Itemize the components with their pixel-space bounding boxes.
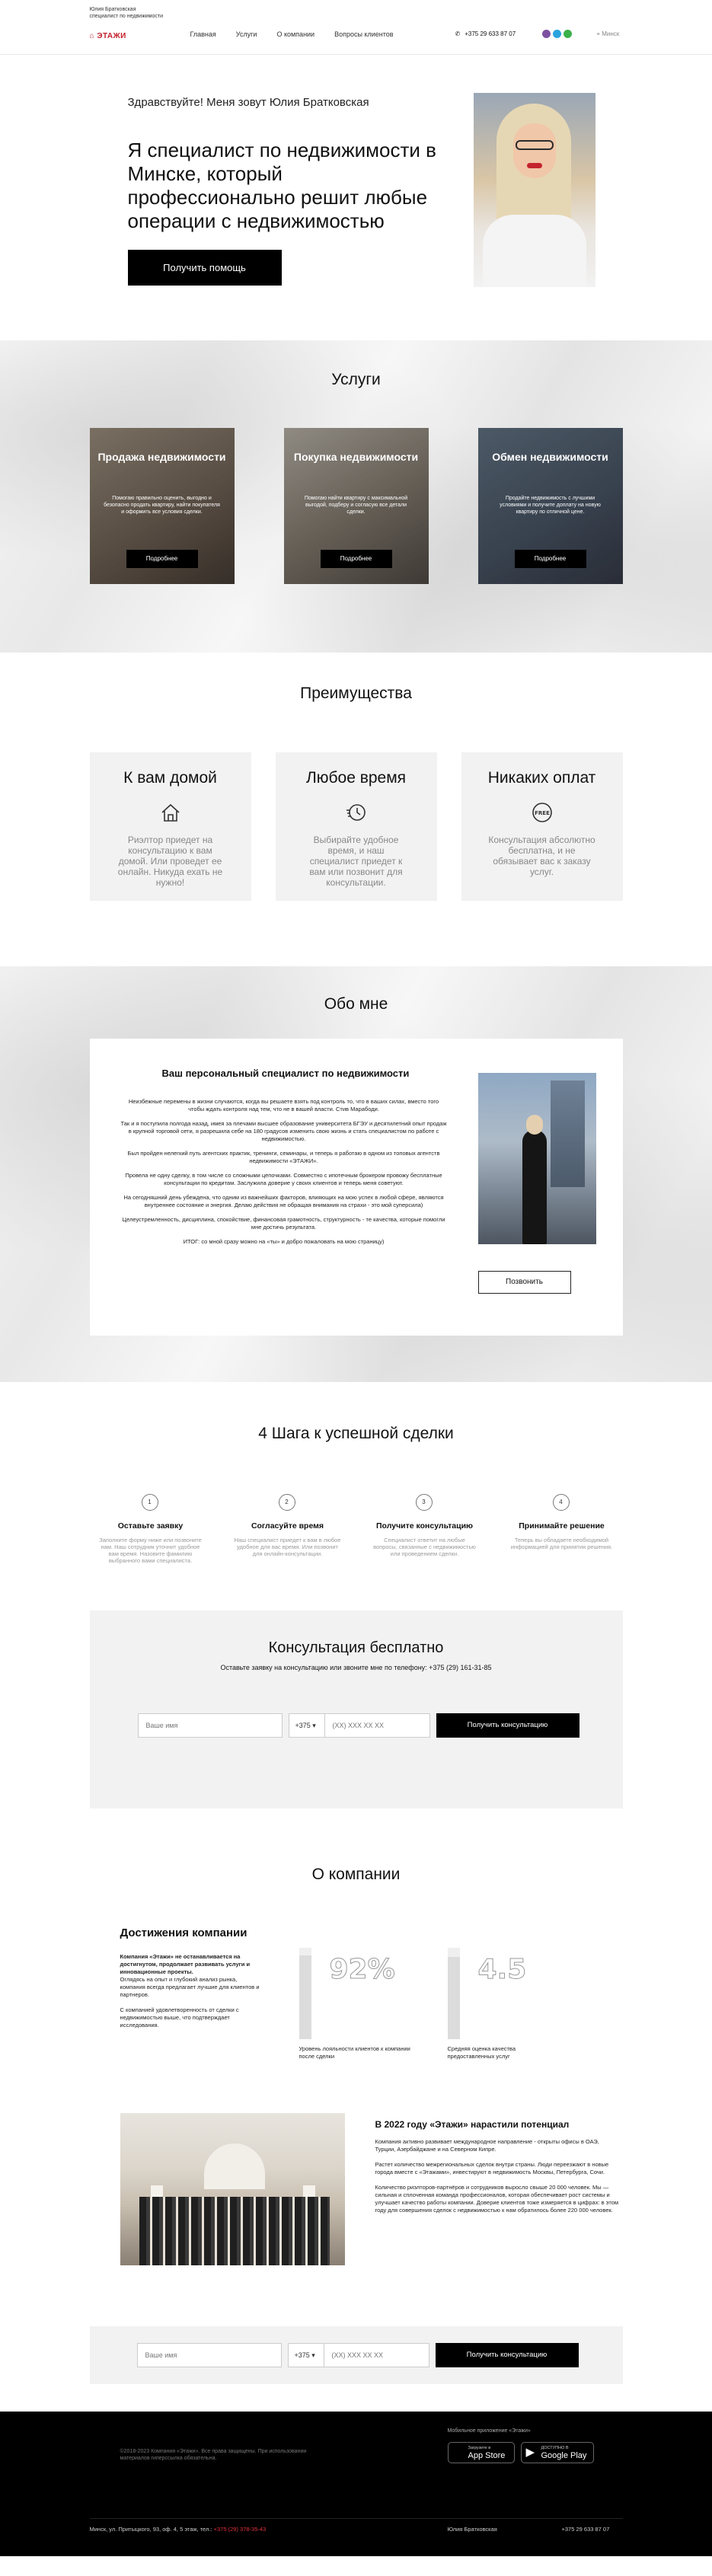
step-number: 4 xyxy=(553,1494,570,1511)
logo[interactable] xyxy=(90,32,126,40)
nav-company[interactable]: О компании xyxy=(276,30,315,38)
footer-divider xyxy=(90,2518,623,2519)
about-heading: Ваш персональный специалист по недвижимости xyxy=(161,1068,410,1079)
stat-bar-fill xyxy=(448,1957,460,2039)
nav-faq[interactable]: Вопросы клиентов xyxy=(334,30,394,38)
team-photo xyxy=(120,2113,345,2265)
country-code-select[interactable] xyxy=(288,2343,324,2367)
main-nav xyxy=(190,30,394,38)
about-paragraph: Так и я поступила полгода назад, имея за плечами высшее образование университета БГЭУ и десятилетний опыт продаж в крупной торговой сети, я разрешила себе на 180 градусов изменить свою жизнь и стать специалистом по работе с недвижимостью. xyxy=(120,1120,447,1142)
stat-bar-fill xyxy=(299,1955,311,2039)
footer-name: Юлия Братковская xyxy=(447,2526,497,2533)
service-card-purchase[interactable] xyxy=(284,428,429,584)
badge-top: ДОСТУПНО В xyxy=(541,2446,569,2450)
about-paragraph: Провела не одну сделку, в том числе со сложными цепочками. Совместно с ипотечным брокером провожу бесплатные консультации по кредитам. Заслужила доверие у своих клиентов и теперь меня советуют. xyxy=(125,1172,442,1186)
step-number: 2 xyxy=(279,1494,295,1511)
step-desc: Заполните форму ниже или позвоните нам. Наш сотрудник уточнит удобное вам время. Назовите фамилию выбранного вами специалиста. xyxy=(99,1537,202,1564)
footer-phone[interactable]: +375 29 633 87 07 xyxy=(561,2526,610,2533)
location-pin-icon: ⌖ xyxy=(596,30,602,37)
site-header xyxy=(0,0,712,55)
stat-rating xyxy=(447,1948,577,2060)
about-paragraph: ИТОГ: со мной сразу можно на «ты» и добро пожаловать на мою страницу) xyxy=(183,1238,385,1245)
badge-top: Загрузите в xyxy=(468,2446,491,2450)
phone-input[interactable] xyxy=(325,1713,430,1738)
step-item xyxy=(501,1494,623,1578)
name-input[interactable] xyxy=(138,1713,283,1738)
name-input[interactable] xyxy=(137,2343,282,2367)
hero-section xyxy=(0,55,712,340)
advantage-desc: Выбирайте удобное время, и наш специалист приедет к вам или позвонит для консультации. xyxy=(309,835,403,888)
step-desc: Теперь вы обладаете необходимой информацией для принятия решения. xyxy=(510,1537,613,1550)
viber-icon[interactable] xyxy=(542,30,551,38)
about-section xyxy=(0,966,712,1382)
year-title: В 2022 году «Этажи» нарастили потенциал xyxy=(375,2119,570,2130)
step-item xyxy=(90,1494,212,1578)
stat-value: 4.5 xyxy=(477,1954,527,1985)
service-card-desc: Помогаю правильно оценить, выгодно и безопасно продать квартиру, найти покупателя и оформить все условия сделки. xyxy=(104,496,220,515)
stat-value: 92% xyxy=(329,1954,395,1985)
service-card-title: Обмен недвижимости xyxy=(492,451,608,463)
step-title: Получите консультацию xyxy=(376,1521,473,1531)
advantage-card-home xyxy=(90,752,251,901)
footer-address xyxy=(90,2526,267,2533)
year-paragraph: Растет количество межрегиональных сделок внутри страны. Люди переезжают в новые города вместе с «Этажами», инвестируют в недвижимость Москвы, Петербурга, Сочи. xyxy=(375,2161,609,2175)
step-item xyxy=(227,1494,349,1578)
advantages-section xyxy=(0,653,712,966)
nav-home[interactable]: Главная xyxy=(190,30,216,38)
achievements-title: Достижения компании xyxy=(120,1926,247,1939)
clock-icon xyxy=(345,801,368,824)
address-text: Минск, ул. Притыцкого, 93, оф. 4, 5 этаж, тел.: xyxy=(89,2526,212,2533)
service-details-button[interactable]: Подробнее xyxy=(321,550,392,568)
service-card-desc: Продайте недвижимость с лучшими условиями и получите доплату на новую квартиру по отличной цене. xyxy=(500,496,601,515)
hero-greeting: Здравствуйте! Меня зовут Юлия Братковская xyxy=(127,96,369,109)
service-card-sale[interactable] xyxy=(90,428,235,584)
apps-title: Мобильное приложение «Этажи» xyxy=(447,2428,531,2434)
header-city[interactable] xyxy=(597,30,620,38)
header-tagline: Юлия Братковская специалист по недвижимости xyxy=(89,7,164,19)
step-number: 1 xyxy=(142,1494,158,1511)
social-links xyxy=(542,30,572,38)
about-paragraph: Неизбежные перемены в жизни случаются, когда вы решаете взять под контроль то, что в ваших силах, вместо того чтобы ждать контроля над тем, что не в вашей власти. Стив Марабоди. xyxy=(128,1098,439,1112)
call-button[interactable]: Позвонить xyxy=(478,1271,571,1294)
address-phone-link[interactable]: +375 (29) 378-35-43 xyxy=(213,2526,267,2533)
header-city-text: Минск xyxy=(602,30,620,37)
get-consultation-button[interactable]: Получить консультацию xyxy=(436,1713,579,1738)
bottom-form-section xyxy=(0,2326,712,2412)
achievements-paragraph: С компанией удовлетворенность от сделки с недвижимостью выше, что подтверждает исследования. xyxy=(120,2006,239,2029)
badge-name: Google Play xyxy=(541,2451,587,2460)
steps-section xyxy=(0,1382,712,1610)
bottom-form-box xyxy=(90,2326,623,2384)
logo-mark-icon: ⌂ xyxy=(89,32,97,40)
step-desc: Специалист ответит на любые вопросы, связанные с недвижимостью или проведением сделки. xyxy=(373,1537,476,1557)
consultation-title: Консультация бесплатно xyxy=(268,1639,444,1656)
about-photo xyxy=(478,1073,596,1244)
year-paragraph: Количество риэлторов-партнёров и сотрудников выросло свыше 20 000 человек. Мы — сильная и сплоченная команда профессионалов, которая обеспечивает рост системы и улучшает качество работы компании. Доверие клиентов тоже измеряется в цифрах: в этом году для совершения сделок с недвижимостью к нам обратилось более 220 000 человек. xyxy=(375,2184,619,2214)
house-icon xyxy=(159,801,182,824)
consultation-form xyxy=(138,1713,579,1738)
telegram-icon[interactable] xyxy=(553,30,561,38)
get-consultation-button[interactable]: Получить консультацию xyxy=(436,2343,579,2367)
footer-copyright: ©2018-2023 Компания «Этажи». Все права защищены. При использовании материалов гиперссылка обязательна. xyxy=(120,2449,307,2461)
year-paragraph: Компания активно развивает международное направление - открыты офисы в ОАЭ, Турции, Азербайджане и на Северном Кипре. xyxy=(375,2138,599,2153)
service-card-exchange[interactable] xyxy=(478,428,623,584)
about-title: Обо мне xyxy=(324,995,388,1013)
logo-text: ЭТАЖИ xyxy=(97,32,126,40)
advantage-title: Никаких оплат xyxy=(487,769,596,787)
services-section xyxy=(0,340,712,653)
steps-title: 4 Шага к успешной сделки xyxy=(258,1425,454,1442)
stat-label: Средняя оценка качества предоставленных услуг xyxy=(447,2045,516,2060)
google-play-icon: ▶ xyxy=(525,2446,535,2459)
phone-input[interactable] xyxy=(324,2343,429,2367)
bottom-consultation-form xyxy=(137,2343,579,2367)
chevron-down-icon: ▾ xyxy=(311,2351,315,2359)
stat-bar xyxy=(448,1948,460,2039)
phone-icon: ✆ xyxy=(455,30,461,37)
badge-name: App Store xyxy=(468,2451,506,2460)
whatsapp-icon[interactable] xyxy=(564,30,572,38)
advantages-title: Преимущества xyxy=(300,685,412,702)
service-card-desc: Помогаю найти квартиру с максимальной выгодой, подберу и согласую все детали сделки. xyxy=(304,496,408,515)
achievements-text xyxy=(120,1953,261,2037)
specialist-portrait xyxy=(474,93,595,287)
step-title: Согласуйте время xyxy=(251,1521,324,1531)
service-card-title: Продажа недвижимости xyxy=(97,451,226,463)
step-item xyxy=(364,1494,486,1578)
step-title: Принимайте решение xyxy=(519,1521,605,1531)
chevron-down-icon: ▾ xyxy=(312,1722,316,1729)
services-title: Услуги xyxy=(331,371,381,388)
service-card-title: Покупка недвижимости xyxy=(293,451,419,463)
advantage-title: Любое время xyxy=(305,769,407,787)
stat-bar xyxy=(299,1948,311,2039)
nav-services[interactable]: Услуги xyxy=(235,30,257,38)
hero-title: Я специалист по недвижимости в Минске, который профессионально решит любые операции с недвижимостью xyxy=(127,139,436,232)
get-help-button[interactable]: Получить помощь xyxy=(128,250,282,286)
advantage-title: К вам домой xyxy=(123,769,217,787)
company-section xyxy=(0,1839,712,2326)
country-code-value: +375 xyxy=(295,1722,311,1729)
header-phone-text: +375 29 633 87 07 xyxy=(465,30,516,37)
achievements-lead: Компания «Этажи» не останавливается на достигнутом, продолжает развивать услуги и инновационные проекты. xyxy=(120,1953,251,1975)
about-paragraph: Был пройден нелегкий путь агентских практик, тренинги, семинары, и теперь я работаю в одном из топовых агентств недвижимости «ЭТАЖИ». xyxy=(127,1150,440,1164)
step-title: Оставьте заявку xyxy=(117,1521,184,1531)
year-text xyxy=(375,2138,619,2222)
svg-text:FREE: FREE xyxy=(534,810,550,816)
advantage-card-time xyxy=(276,752,437,901)
google-play-badge[interactable] xyxy=(521,2442,594,2463)
consultation-section xyxy=(0,1610,712,1839)
advantage-desc: Консультация абсолютно бесплатна, и не обязывает вас к заказу услуг. xyxy=(488,835,595,877)
app-store-badge[interactable] xyxy=(448,2442,515,2463)
company-title: О компании xyxy=(311,1866,401,1883)
step-desc: Наш специалист приедет к вам в любое удобное для вас время. Или позвонит для онлайн-консультации. xyxy=(234,1537,341,1557)
stat-loyalty xyxy=(299,1948,429,2060)
about-paragraph: Целеустремленность, дисциплина, спокойствие, финансовая грамотность, структурность - те качества, которые помогли мне достичь результата. xyxy=(122,1216,445,1231)
consultation-subtitle: Оставьте заявку на консультацию или звоните мне по телефону: +375 (29) 161-31-85 xyxy=(220,1664,492,1671)
country-code-value: +375 xyxy=(294,2351,310,2359)
stat-label: Уровень лояльности клиентов к компании после сделки xyxy=(299,2045,410,2060)
service-details-button[interactable]: Подробнее xyxy=(126,550,198,568)
consultation-box xyxy=(90,1610,623,1808)
about-card xyxy=(90,1039,623,1336)
step-number: 3 xyxy=(416,1494,433,1511)
advantage-desc: Риэлтор приедет на консультацию к вам домой. Или проведет ее онлайн. Никуда ехать не нужно! xyxy=(117,835,223,888)
country-code-select[interactable] xyxy=(289,1713,325,1738)
achievements-paragraph: Оглядясь на опыт и глубокий анализ рынка, компания всегда предлагает лучшие для клиентов и партнеров. xyxy=(120,1976,260,1998)
free-icon xyxy=(531,801,554,824)
about-text xyxy=(120,1098,448,1253)
service-details-button[interactable]: Подробнее xyxy=(515,550,586,568)
advantage-card-free xyxy=(461,752,623,901)
about-paragraph: На сегодняшний день убеждена, что одним из важнейших факторов, влияющих на мою успех в любой сфере, являются внутреннее состояние и энергия. Делаю действия не обращая внимания на страхи - это мой суперсила) xyxy=(123,1194,444,1208)
header-phone[interactable] xyxy=(455,30,516,37)
site-footer xyxy=(0,2412,712,2556)
